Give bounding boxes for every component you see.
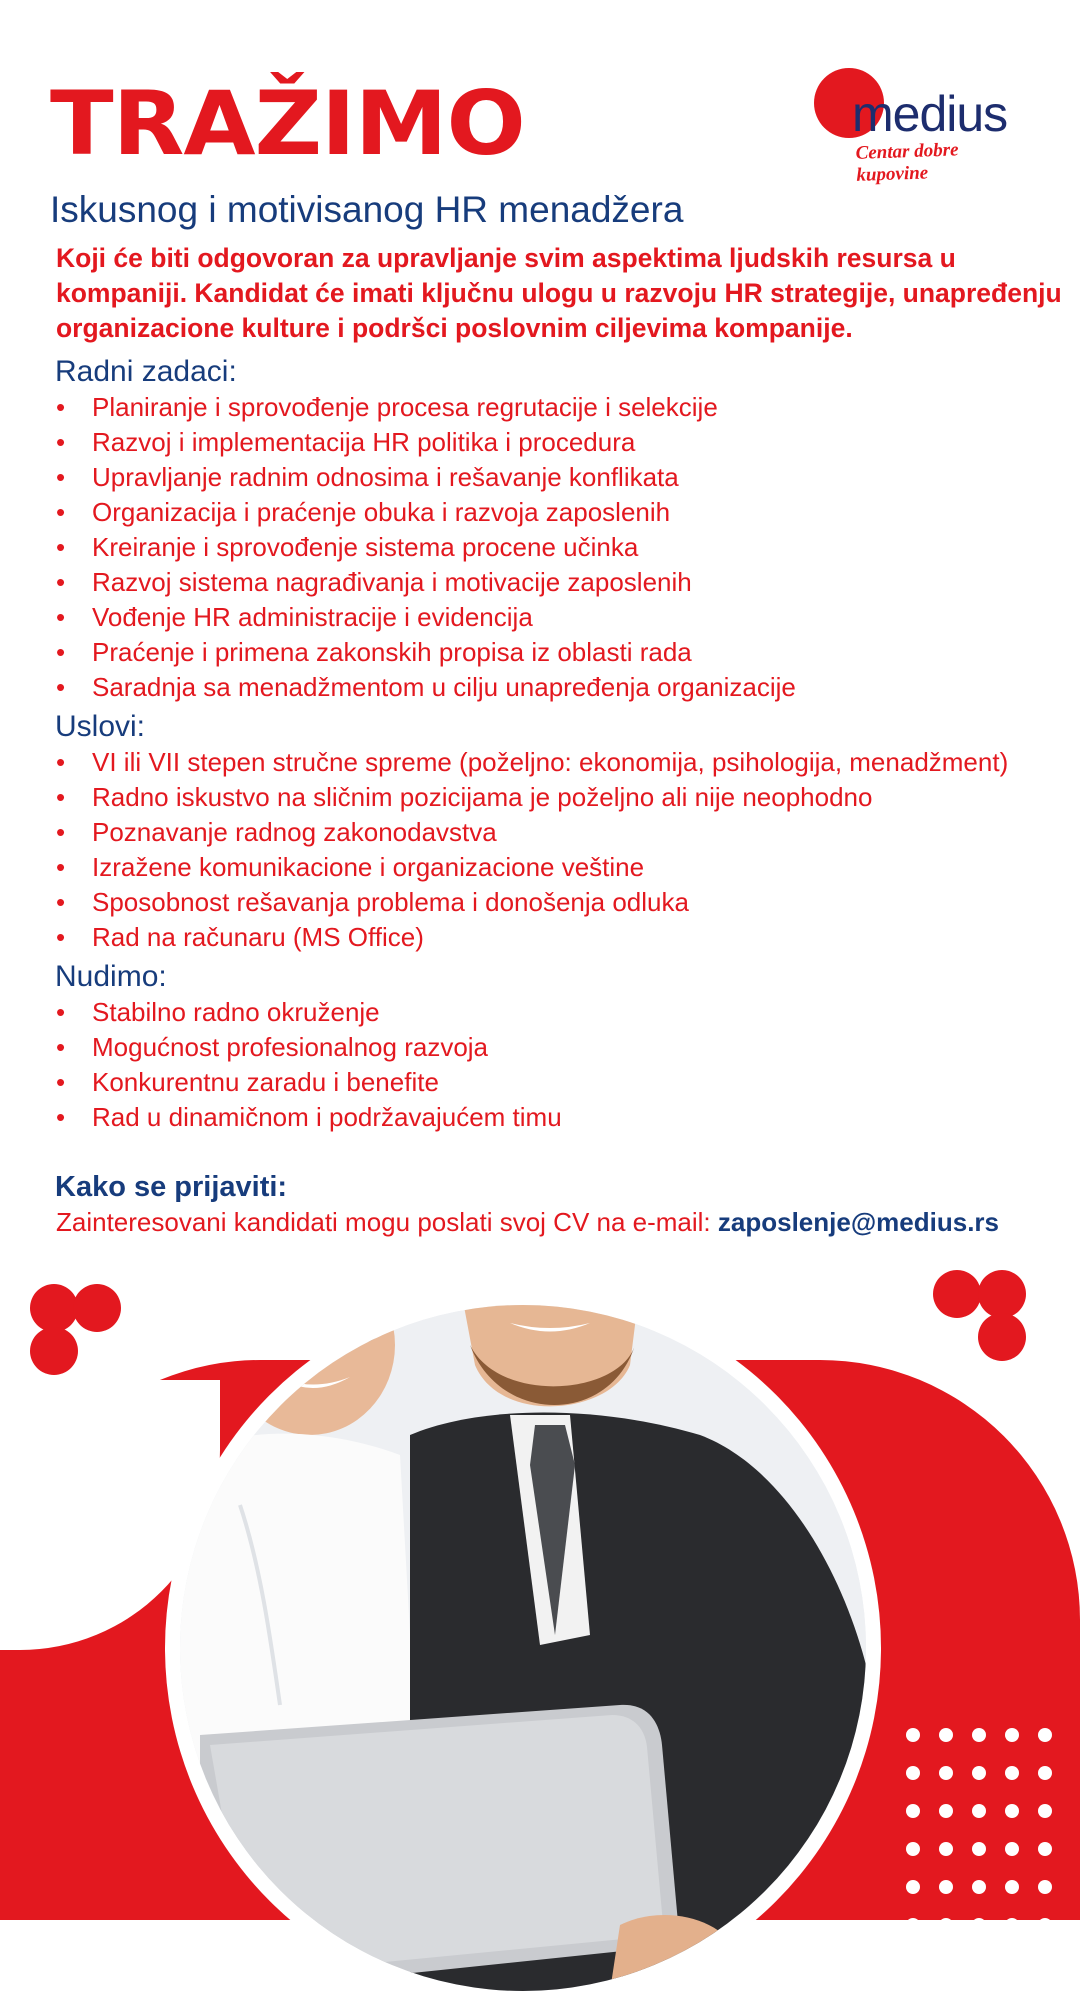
bullet-icon: • <box>56 887 66 917</box>
grid-dot <box>1005 1766 1019 1780</box>
grid-dot <box>906 1880 920 1894</box>
apply-instructions: Zainteresovani kandidati mogu poslati svoj CV na e-mail: <box>56 1207 718 1237</box>
bullet-icon: • <box>56 747 66 777</box>
offer-item-text: Stabilno radno okruženje <box>92 997 380 1027</box>
requirements-list-item <box>56 920 1008 955</box>
decor-dot <box>73 1284 121 1332</box>
tasks-list-item <box>56 600 796 635</box>
grid-dot <box>972 1880 986 1894</box>
medius-logo <box>814 64 1024 186</box>
grid-dot <box>1005 1880 1019 1894</box>
grid-dot <box>1005 1728 1019 1742</box>
offer-list-item <box>56 995 562 1030</box>
decor-dot <box>30 1327 78 1375</box>
bullet-icon: • <box>56 427 66 457</box>
grid-dot <box>939 1918 953 1932</box>
decor-dot <box>978 1313 1026 1361</box>
bullet-icon: • <box>56 817 66 847</box>
offer-item-text: Rad u dinamičnom i podržavajućem timu <box>92 1102 562 1132</box>
grid-dot <box>972 1918 986 1932</box>
tasks-list-item <box>56 565 796 600</box>
grid-dot <box>939 1880 953 1894</box>
apply-text <box>56 1205 999 1239</box>
tasks-title: Radni zadaci: <box>55 355 237 388</box>
tasks-list-item <box>56 495 796 530</box>
grid-dot <box>906 1766 920 1780</box>
business-people-laptop-photo <box>180 1305 866 1991</box>
grid-dot <box>1038 1766 1052 1780</box>
tasks-item-text: Upravljanje radnim odnosima i rešavanje konflikata <box>92 462 679 492</box>
tasks-item-text: Razvoj sistema nagrađivanja i motivacije zaposlenih <box>92 567 692 597</box>
tasks-item-text: Saradnja sa menadžmentom u cilju unapređenja organizacije <box>92 672 796 702</box>
requirements-item-text: Rad na računaru (MS Office) <box>92 922 424 952</box>
email-link[interactable]: zaposlenje@medius.rs <box>717 1207 1000 1237</box>
grid-dot <box>906 1918 920 1932</box>
requirements-list-item <box>56 745 1008 780</box>
tasks-item-text: Planiranje i sprovođenje procesa regrutacije i selekcije <box>92 392 718 422</box>
decor-dot <box>30 1284 78 1332</box>
grid-dot <box>939 1804 953 1818</box>
bullet-icon: • <box>56 392 66 422</box>
bullet-icon: • <box>56 497 66 527</box>
dot-grid-pattern <box>906 1728 1076 1920</box>
bullet-icon: • <box>56 567 66 597</box>
grid-dot <box>1038 1880 1052 1894</box>
intro-paragraph: Koji će biti odgovoran za upravljanje svim aspektima ljudskih resursa u kompaniji. Kandidat će imati ključnu ulogu u razvoju HR strategije, unapređenju organizacione kulture i podršci poslovnim ciljevima kompanije. <box>56 243 1062 343</box>
tasks-list-item <box>56 390 796 425</box>
tasks-list-item <box>56 635 796 670</box>
bullet-icon: • <box>56 852 66 882</box>
bullet-icon: • <box>56 782 66 812</box>
bullet-icon: • <box>56 532 66 562</box>
offer-list-item <box>56 1030 562 1065</box>
grid-dot <box>1038 1728 1052 1742</box>
tasks-list-item <box>56 670 796 705</box>
requirements-item-text: Izražene komunikacione i organizacione veštine <box>92 852 645 882</box>
grid-dot <box>906 1842 920 1856</box>
logo-wordmark: medius <box>852 86 1008 142</box>
grid-dot <box>939 1842 953 1856</box>
job-subtitle: Iskusnog i motivisanog HR menadžera <box>50 189 684 230</box>
requirements-item-text: Sposobnost rešavanja problema i donošenja odluka <box>92 887 689 917</box>
tasks-list-item <box>56 530 796 565</box>
grid-dot <box>1005 1918 1019 1932</box>
photo-illustration <box>180 1305 866 1991</box>
requirements-item-text: VI ili VII stepen stručne spreme (poželjno: ekonomija, psihologija, menadžment) <box>92 747 1009 777</box>
requirements-list-item <box>56 815 1008 850</box>
bullet-icon: • <box>56 1102 66 1132</box>
tasks-item-text: Organizacija i praćenje obuka i razvoja zaposlenih <box>92 497 671 527</box>
tasks-list-item <box>56 460 796 495</box>
grid-dot <box>972 1804 986 1818</box>
bullet-icon: • <box>56 922 66 952</box>
requirements-title: Uslovi: <box>55 710 146 743</box>
tasks-item-text: Praćenje i primena zakonskih propisa iz oblasti rada <box>92 637 692 667</box>
grid-dot <box>939 1766 953 1780</box>
grid-dot <box>939 1728 953 1742</box>
requirements-list <box>56 745 1008 955</box>
apply-title: Kako se prijaviti: <box>55 1171 288 1203</box>
grid-dot <box>1038 1804 1052 1818</box>
grid-dot <box>1038 1842 1052 1856</box>
bullet-icon: • <box>56 637 66 667</box>
bullet-icon: • <box>56 1032 66 1062</box>
bullet-icon: • <box>56 1067 66 1097</box>
tasks-list <box>56 390 796 705</box>
tasks-item-text: Razvoj i implementacija HR politika i procedura <box>92 427 636 457</box>
offer-list <box>56 995 562 1135</box>
grid-dot <box>906 1804 920 1818</box>
offer-list-item <box>56 1100 562 1135</box>
bullet-icon: • <box>56 672 66 702</box>
bullet-icon: • <box>56 997 66 1027</box>
offer-title: Nudimo: <box>55 960 167 993</box>
grid-dot <box>972 1766 986 1780</box>
grid-dot <box>1005 1804 1019 1818</box>
grid-dot <box>1038 1918 1052 1932</box>
tasks-item-text: Vođenje HR administracije i evidencija <box>92 602 533 632</box>
decor-dot <box>933 1270 981 1318</box>
decor-dot <box>978 1270 1026 1318</box>
logo-tagline: Centar dobre kupovine <box>855 139 959 186</box>
grid-dot <box>906 1728 920 1742</box>
headline: TRAŽIMO <box>50 72 525 175</box>
requirements-list-item <box>56 780 1008 815</box>
requirements-item-text: Poznavanje radnog zakonodavstva <box>92 817 497 847</box>
offer-item-text: Mogućnost profesionalnog razvoja <box>92 1032 489 1062</box>
offer-list-item <box>56 1065 562 1100</box>
requirements-item-text: Radno iskustvo na sličnim pozicijama je poželjno ali nije neophodno <box>92 782 873 812</box>
grid-dot <box>972 1842 986 1856</box>
requirements-list-item <box>56 885 1008 920</box>
offer-item-text: Konkurentnu zaradu i benefite <box>92 1067 439 1097</box>
bullet-icon: • <box>56 462 66 492</box>
requirements-list-item <box>56 850 1008 885</box>
tasks-item-text: Kreiranje i sprovođenje sistema procene učinka <box>92 532 639 562</box>
bullet-icon: • <box>56 602 66 632</box>
tasks-list-item <box>56 425 796 460</box>
grid-dot <box>972 1728 986 1742</box>
grid-dot <box>1005 1842 1019 1856</box>
